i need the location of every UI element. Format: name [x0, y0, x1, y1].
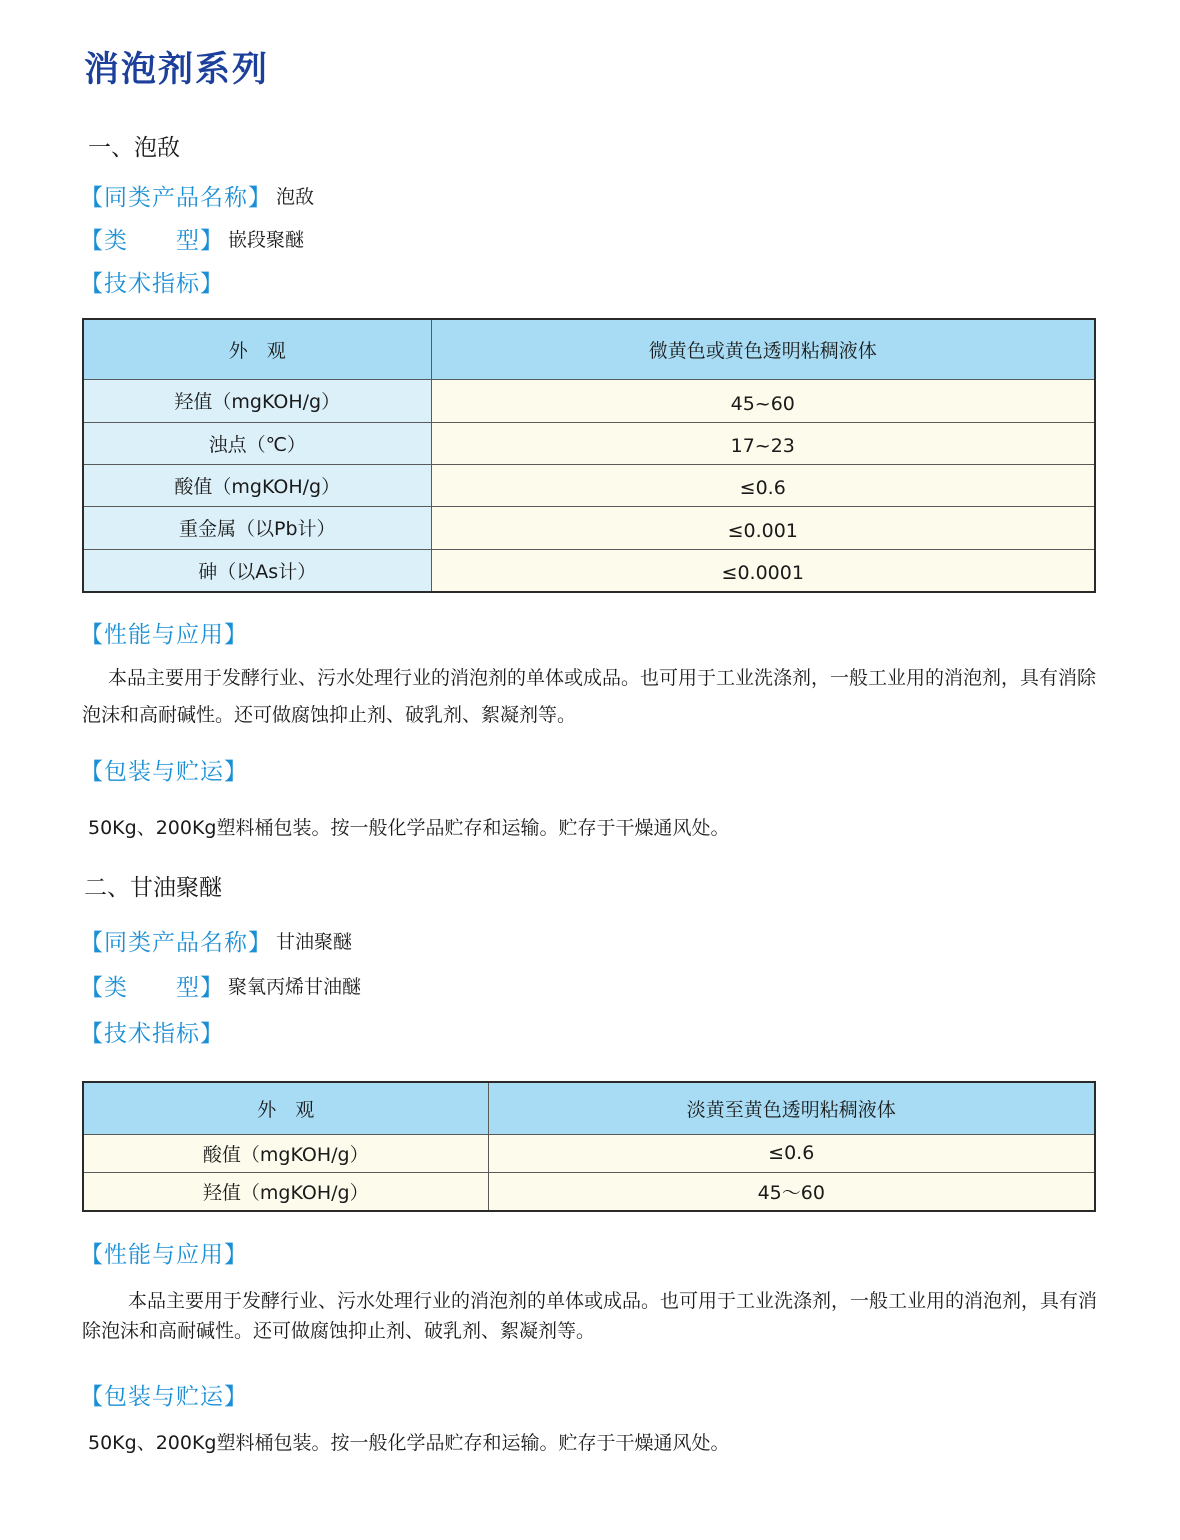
type-label: 【类 型】 — [80, 974, 224, 1001]
same-name-label: 【同类产品名称】 — [80, 184, 272, 211]
page-title: 消泡剂系列 — [84, 50, 270, 90]
table-row — [83, 549, 1095, 592]
product-2-spec-table — [82, 1081, 1096, 1212]
product-2-type — [80, 968, 361, 1002]
table-row — [83, 422, 1095, 464]
table-header-row — [83, 319, 1095, 379]
table-cell-name: 砷（以As计） — [83, 549, 431, 592]
product-1-spec — [80, 264, 224, 298]
product-2-performance-text: 本品主要用于发酵行业、污水处理行业的消泡剂的单体或成品。也可用于工业洗涤剂，一般工业用的消泡剂，具有消除泡沫和高耐碱性。还可做腐蚀抑止剂、破乳剂、絮凝剂等。 — [82, 1290, 1098, 1342]
table-row — [83, 1134, 1095, 1172]
product-1-packaging — [80, 752, 248, 786]
product-1-same-name — [80, 178, 314, 212]
same-name-value: 甘油聚醚 — [276, 930, 353, 953]
table-cell-value: ≤0.6 — [488, 1134, 1095, 1172]
table-cell-name: 酸值（mgKOH/g） — [83, 464, 431, 506]
product-2-same-name — [80, 923, 352, 957]
table-cell-value: ≤0.6 — [431, 464, 1095, 506]
product-1-performance — [80, 615, 248, 649]
performance-label: 【性能与应用】 — [80, 1241, 248, 1268]
type-value: 聚氧丙烯甘油醚 — [228, 975, 362, 998]
table-row — [83, 1172, 1095, 1211]
type-value: 嵌段聚醚 — [228, 228, 305, 251]
product-1-performance-text: 本品主要用于发酵行业、污水处理行业的消泡剂的单体或成品。也可用于工业洗涤剂，一般工业用的消泡剂，具有消除泡沫和高耐碱性。还可做腐蚀抑止剂、破乳剂、絮凝剂等。 — [82, 667, 1097, 726]
performance-label: 【性能与应用】 — [80, 621, 248, 648]
product-1-packaging-text: 50Kg、200Kg塑料桶包装。按一般化学品贮存和运输。贮存于干燥通风处。 — [88, 817, 730, 839]
packaging-label: 【包装与贮运】 — [80, 758, 248, 785]
table-cell-name: 重金属（以Pb计） — [83, 506, 431, 549]
table-cell-value: 17~23 — [431, 422, 1095, 464]
table-cell-value: 45～60 — [488, 1172, 1095, 1211]
table-cell-name: 浊点（℃） — [83, 422, 431, 464]
product-2-performance — [80, 1235, 248, 1269]
table-cell-name: 羟值（mgKOH/g） — [83, 379, 431, 422]
table-header-cell: 外 观 — [83, 319, 431, 379]
product-2-spec — [80, 1014, 224, 1048]
same-name-label: 【同类产品名称】 — [80, 929, 272, 956]
product-1-spec-table — [82, 318, 1096, 593]
product-1-type — [80, 221, 304, 255]
table-cell-value: ≤0.0001 — [431, 549, 1095, 592]
table-header-cell: 外 观 — [83, 1082, 488, 1134]
table-header-row — [83, 1082, 1095, 1134]
table-cell-name: 羟值（mgKOH/g） — [83, 1172, 488, 1211]
table-cell-value: ≤0.001 — [431, 506, 1095, 549]
table-header-cell: 淡黄至黄色透明粘稠液体 — [488, 1082, 1095, 1134]
table-row — [83, 464, 1095, 506]
product-2-heading: 二、甘油聚醚 — [84, 875, 222, 901]
product-1-heading: 一、泡敌 — [88, 135, 180, 161]
product-2-packaging-text: 50Kg、200Kg塑料桶包装。按一般化学品贮存和运输。贮存于干燥通风处。 — [88, 1432, 730, 1454]
table-header-cell: 微黄色或黄色透明粘稠液体 — [431, 319, 1095, 379]
table-row — [83, 379, 1095, 422]
product-2-packaging — [80, 1377, 248, 1411]
table-cell-value: 45~60 — [431, 379, 1095, 422]
table-row — [83, 506, 1095, 549]
spec-label: 【技术指标】 — [80, 270, 224, 297]
packaging-label: 【包装与贮运】 — [80, 1383, 248, 1410]
same-name-value: 泡敌 — [276, 185, 315, 208]
type-label: 【类 型】 — [80, 227, 224, 254]
spec-label: 【技术指标】 — [80, 1020, 224, 1047]
table-cell-name: 酸值（mgKOH/g） — [83, 1134, 488, 1172]
